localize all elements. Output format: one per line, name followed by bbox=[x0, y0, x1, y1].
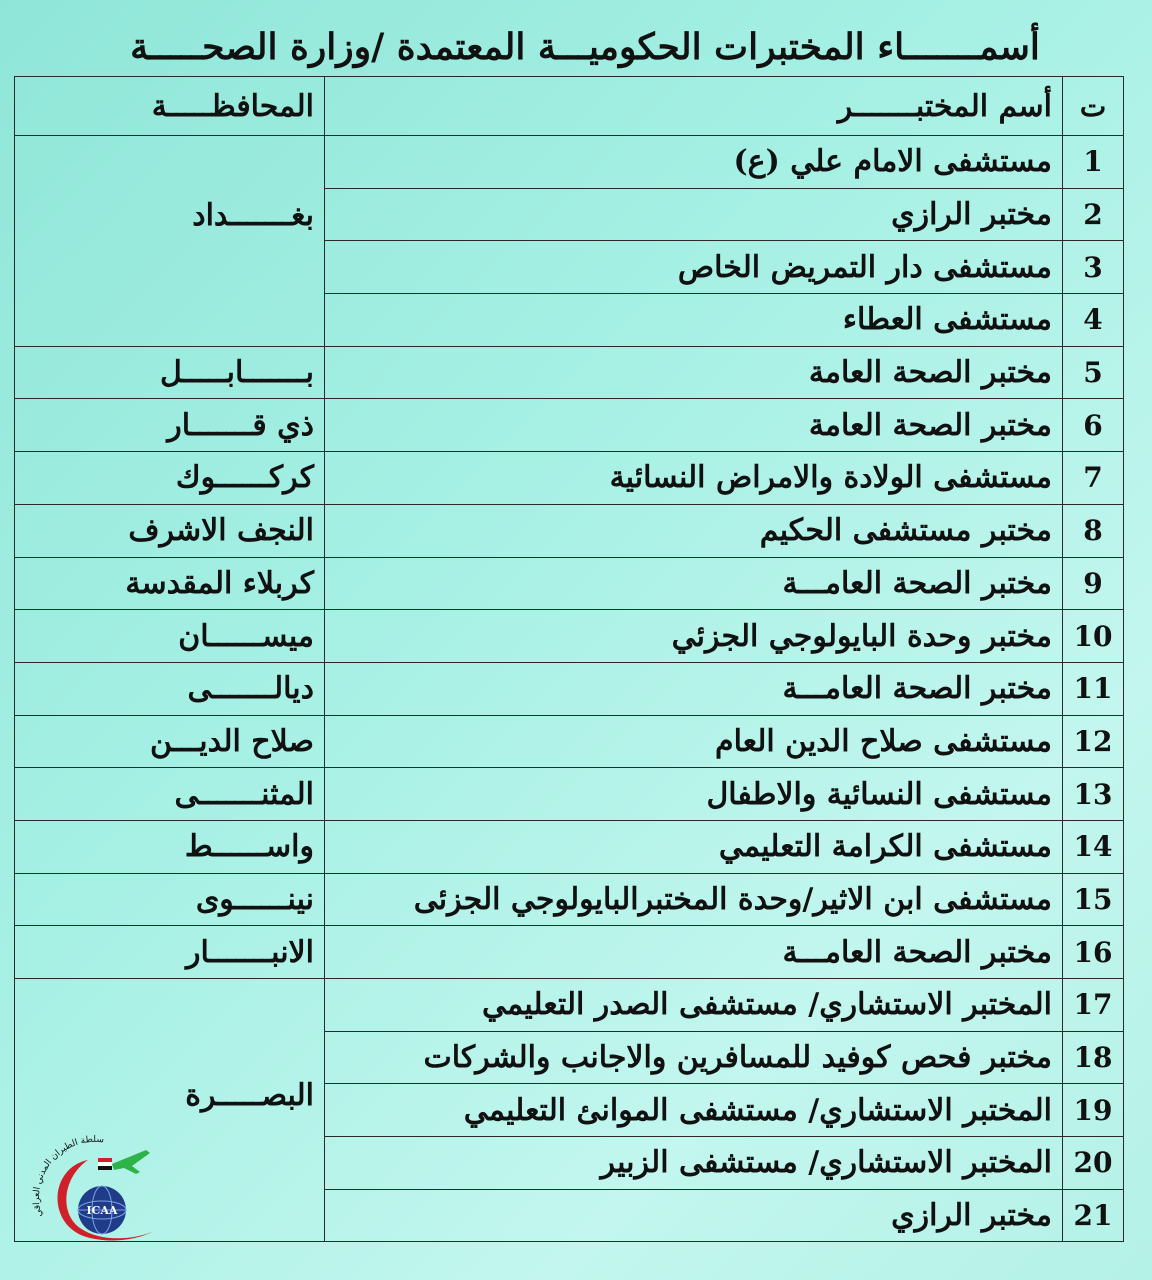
table-row bbox=[15, 504, 1124, 557]
row-number: 3 bbox=[1063, 241, 1124, 294]
lab-name: مستشفى الكرامة التعليمي bbox=[325, 820, 1063, 873]
governorate-basra-label: البصـــــرة bbox=[185, 1077, 314, 1113]
row-number: 11 bbox=[1063, 662, 1124, 715]
icaa-logo-graphic bbox=[28, 1120, 168, 1255]
row-number: 2 bbox=[1063, 188, 1124, 241]
table-row bbox=[15, 136, 1124, 189]
table-row bbox=[15, 399, 1124, 452]
row-number: 7 bbox=[1063, 452, 1124, 505]
row-number: 10 bbox=[1063, 610, 1124, 663]
header-lab: أسم المختبـــــــر bbox=[325, 77, 1063, 136]
governorate-karbala: كربلاء المقدسة bbox=[15, 557, 325, 610]
lab-name: مستشفى صلاح الدين العام bbox=[325, 715, 1063, 768]
table-row bbox=[15, 610, 1124, 663]
icaa-logo bbox=[28, 1120, 168, 1255]
lab-name: مختبر فحص كوفيد للمسافرين والاجانب والشركات bbox=[325, 1031, 1063, 1084]
table-row bbox=[15, 715, 1124, 768]
row-number: 9 bbox=[1063, 557, 1124, 610]
lab-name: مستشفى ابن الاثير/وحدة المختبرالبايولوجي الجزئى bbox=[325, 873, 1063, 926]
lab-name: المختبر الاستشاري/ مستشفى الموانئ التعليمي bbox=[325, 1084, 1063, 1137]
table-row bbox=[15, 820, 1124, 873]
row-number: 1 bbox=[1063, 136, 1124, 189]
table-row bbox=[15, 979, 1124, 1032]
lab-name: مستشفى دار التمريض الخاص bbox=[325, 241, 1063, 294]
governorate-kirkuk: كركــــــوك bbox=[15, 452, 325, 505]
lab-name: مختبر الرازي bbox=[325, 1189, 1063, 1242]
governorate-diyala: ديالـــــــى bbox=[15, 662, 325, 715]
row-number: 16 bbox=[1063, 926, 1124, 979]
lab-name: مختبر الصحة العامة bbox=[325, 399, 1063, 452]
governorate-najaf: النجف الاشرف bbox=[15, 504, 325, 557]
table-row bbox=[15, 346, 1124, 399]
lab-name: مختبر الرازي bbox=[325, 188, 1063, 241]
table-row bbox=[15, 662, 1124, 715]
row-number: 6 bbox=[1063, 399, 1124, 452]
row-number: 4 bbox=[1063, 294, 1124, 347]
table-row bbox=[15, 873, 1124, 926]
governorate-salahuddin: صلاح الديـــن bbox=[15, 715, 325, 768]
row-number: 12 bbox=[1063, 715, 1124, 768]
row-number: 15 bbox=[1063, 873, 1124, 926]
governorate-anbar: الانبـــــــار bbox=[15, 926, 325, 979]
header-governorate: المحافظـــــة bbox=[15, 77, 325, 136]
row-number: 14 bbox=[1063, 820, 1124, 873]
governorate-babil: بـــــــابـــــل bbox=[15, 346, 325, 399]
table-row bbox=[15, 926, 1124, 979]
row-number: 19 bbox=[1063, 1084, 1124, 1137]
lab-name: مستشفى النسائية والاطفال bbox=[325, 768, 1063, 821]
table-row bbox=[15, 768, 1124, 821]
governorate-muthanna: المثنـــــــى bbox=[15, 768, 325, 821]
row-number: 5 bbox=[1063, 346, 1124, 399]
governorate-nineveh: نينــــــوى bbox=[15, 873, 325, 926]
lab-name: مختبر مستشفى الحكيم bbox=[325, 504, 1063, 557]
logo-acronym: ICAA bbox=[86, 1204, 118, 1217]
table-row bbox=[15, 452, 1124, 505]
lab-name: مختبر وحدة البايولوجي الجزئي bbox=[325, 610, 1063, 663]
lab-name: مستشفى الامام علي (ع) bbox=[325, 136, 1063, 189]
page-title: أسمـــــــاء المختبرات الحكوميـــة المعتمدة /وزارة الصحـــــة bbox=[130, 26, 1040, 68]
row-number: 8 bbox=[1063, 504, 1124, 557]
lab-name: مستشفى الولادة والامراض النسائية bbox=[325, 452, 1063, 505]
lab-name: مختبر الصحة العامـــة bbox=[325, 926, 1063, 979]
lab-name: المختبر الاستشاري/ مستشفى الصدر التعليمي bbox=[325, 979, 1063, 1032]
row-number: 17 bbox=[1063, 979, 1124, 1032]
governorate-wasit: واســــــط bbox=[15, 820, 325, 873]
lab-name: المختبر الاستشاري/ مستشفى الزبير bbox=[325, 1137, 1063, 1190]
lab-name: مختبر الصحة العامـــة bbox=[325, 557, 1063, 610]
row-number: 18 bbox=[1063, 1031, 1124, 1084]
lab-name: مختبر الصحة العامة bbox=[325, 346, 1063, 399]
labs-table bbox=[14, 76, 1124, 1242]
table-header-row bbox=[15, 77, 1124, 136]
row-number: 13 bbox=[1063, 768, 1124, 821]
governorate-maysan: ميســــــان bbox=[15, 610, 325, 663]
lab-name: مستشفى العطاء bbox=[325, 294, 1063, 347]
row-number: 21 bbox=[1063, 1189, 1124, 1242]
airplane-icon bbox=[112, 1150, 150, 1174]
row-number: 20 bbox=[1063, 1137, 1124, 1190]
lab-name: مختبر الصحة العامـــة bbox=[325, 662, 1063, 715]
logo-arc-text: سلطة الطيران المدني العراقي bbox=[31, 1134, 105, 1218]
governorate-dhi-qar: ذي قـــــــار bbox=[15, 399, 325, 452]
header-num: ت bbox=[1063, 77, 1124, 136]
governorate-baghdad: بغـــــــداد bbox=[15, 136, 325, 347]
table-row bbox=[15, 557, 1124, 610]
